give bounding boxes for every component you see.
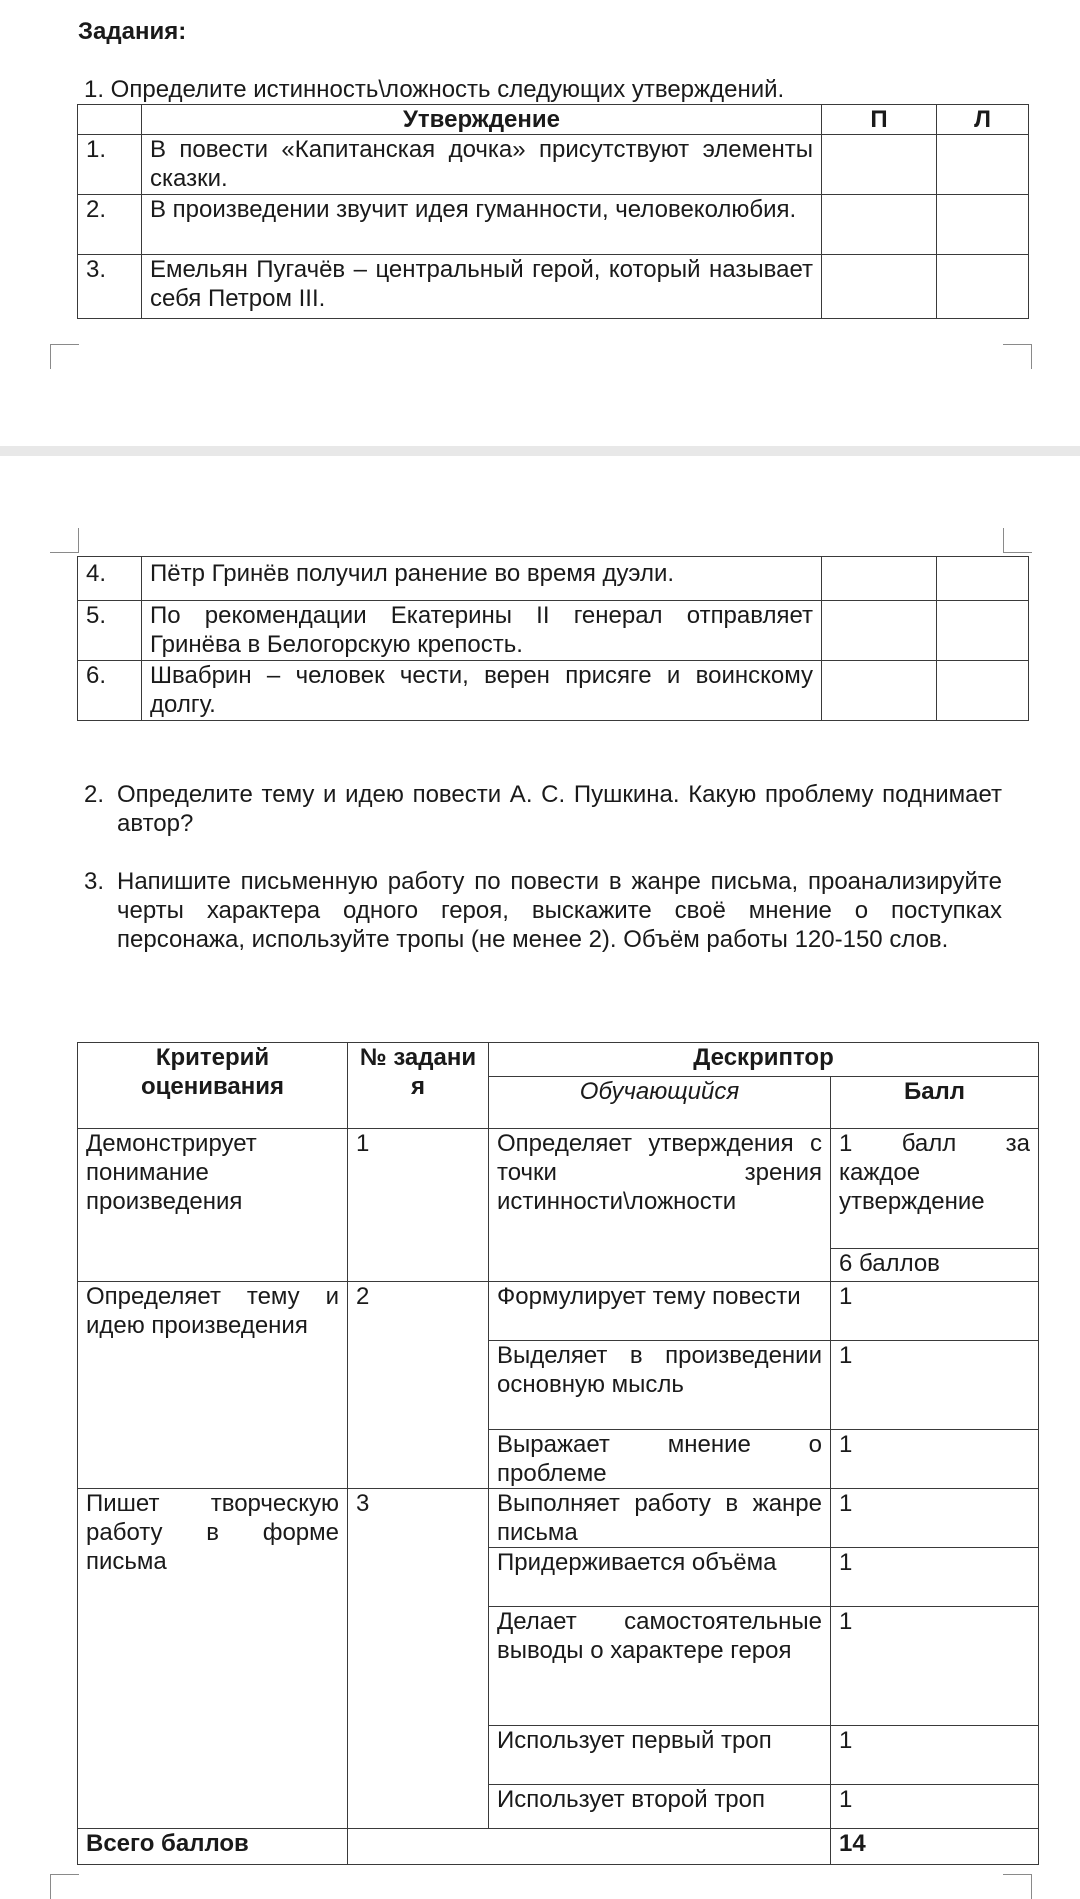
- task3-number: 3.: [84, 868, 105, 895]
- task2-text: Определите тему и идею повести А. С. Пушкина. Какую проблему поднимает автор?: [117, 781, 1002, 837]
- task-number-cell: 3: [348, 1489, 489, 1829]
- margin-mark-left: [50, 1874, 79, 1899]
- table-row: [78, 601, 1029, 661]
- score-cell: 1: [831, 1548, 1039, 1607]
- descriptor-cell: Делает самостоятельные выводы о характере героя: [489, 1607, 831, 1726]
- task-number-cell: 1: [348, 1129, 489, 1282]
- statement-text: По рекомендации Екатерины II генерал отправляет Гринёва в Белогорскую крепость.: [142, 601, 822, 661]
- score-cell: 1: [831, 1726, 1039, 1785]
- score-cell: 1: [831, 1430, 1039, 1489]
- margin-mark-right: [1003, 344, 1032, 369]
- header-score: Балл: [831, 1077, 1039, 1129]
- statement-text: В повести «Капитанская дочка» присутствуют элементы сказки.: [142, 135, 822, 195]
- table-row: [78, 557, 1029, 601]
- task2-number: 2.: [84, 781, 105, 808]
- table-row: [78, 661, 1029, 721]
- statement-text: Пётр Гринёв получил ранение во время дуэли.: [142, 557, 822, 601]
- table-row: [78, 255, 1029, 319]
- true-cell[interactable]: [822, 557, 937, 601]
- task-number-cell: 2: [348, 1282, 489, 1489]
- header-statement: Утверждение: [142, 105, 822, 135]
- header-false: Л: [937, 105, 1029, 135]
- page-gap: [0, 446, 1080, 456]
- criterion-cell: Определяет тему и идею произведения: [78, 1282, 348, 1489]
- descriptor-cell: Определяет утверждения с точки зрения истинности\ложности: [489, 1129, 831, 1282]
- margin-mark-right: [1003, 528, 1032, 553]
- false-cell[interactable]: [937, 255, 1029, 319]
- margin-mark-right: [1003, 1874, 1032, 1899]
- margin-mark-left: [50, 528, 79, 553]
- page-heading: Задания:: [78, 18, 187, 45]
- descriptor-cell: Выполняет работу в жанре письма: [489, 1489, 831, 1548]
- rubric-table: [77, 1042, 1039, 1865]
- false-cell[interactable]: [937, 661, 1029, 721]
- descriptor-cell: Выделяет в произведении основную мысль: [489, 1341, 831, 1430]
- score-cell: 1: [831, 1341, 1039, 1430]
- row-number: 3.: [78, 255, 142, 319]
- descriptor-cell: Использует первый троп: [489, 1726, 831, 1785]
- descriptor-cell: Использует второй троп: [489, 1785, 831, 1829]
- statement-text: Швабрин – человек чести, верен присяге и воинскому долгу.: [142, 661, 822, 721]
- header-learner: Обучающийся: [489, 1077, 831, 1129]
- true-cell[interactable]: [822, 601, 937, 661]
- row-number: 2.: [78, 195, 142, 255]
- true-cell[interactable]: [822, 135, 937, 195]
- score-cell: 1: [831, 1785, 1039, 1829]
- task1-title: 1. Определите истинность\ложность следующих утверждений.: [84, 76, 785, 103]
- criterion-cell: Демонстрирует понимание произведения: [78, 1129, 348, 1282]
- margin-mark-left: [50, 344, 79, 369]
- false-cell[interactable]: [937, 135, 1029, 195]
- true-cell[interactable]: [822, 661, 937, 721]
- task3-text: Напишите письменную работу по повести в жанре письма, проанализируйте черты характера одного героя, выскажите своё мнение о поступках персонажа, используйте тропы (не менее 2). Объём работы 120-150 слов.: [117, 868, 1002, 953]
- true-cell[interactable]: [822, 195, 937, 255]
- table-row: [78, 135, 1029, 195]
- header-true: П: [822, 105, 937, 135]
- table-row: [78, 1489, 1039, 1548]
- total-value: 14: [831, 1829, 1039, 1865]
- false-cell[interactable]: [937, 195, 1029, 255]
- descriptor-cell: Формулирует тему повести: [489, 1282, 831, 1341]
- score-cell: 1: [831, 1607, 1039, 1726]
- header-task-number: № задани я: [348, 1043, 489, 1129]
- row-number: 4.: [78, 557, 142, 601]
- score-cell: 1: [831, 1489, 1039, 1548]
- statement-text: Емельян Пугачёв – центральный герой, который называет себя Петром III.: [142, 255, 822, 319]
- subtotal-cell: 6 баллов: [831, 1249, 1039, 1282]
- descriptor-cell: Выражает мнение о проблеме: [489, 1430, 831, 1489]
- score-cell: 1 балл за каждое утверждение: [831, 1129, 1039, 1249]
- statement-text: В произведении звучит идея гуманности, человеколюбия.: [142, 195, 822, 255]
- page-2: [0, 456, 1080, 1892]
- row-number: 6.: [78, 661, 142, 721]
- header-empty: [78, 105, 142, 135]
- row-number: 5.: [78, 601, 142, 661]
- header-descriptor: Дескриптор: [489, 1043, 1039, 1077]
- true-cell[interactable]: [822, 255, 937, 319]
- page-1: [0, 0, 1080, 446]
- header-criterion: Критерий оценивания: [78, 1043, 348, 1129]
- total-row: [78, 1829, 1039, 1865]
- statements-table-part1: [77, 104, 1029, 319]
- score-cell: 1: [831, 1282, 1039, 1341]
- row-number: 1.: [78, 135, 142, 195]
- table-row: [78, 195, 1029, 255]
- table-row: [78, 1282, 1039, 1341]
- total-label: Всего баллов: [78, 1829, 348, 1865]
- table-row: [78, 1129, 1039, 1249]
- statements-table-part2: [77, 556, 1029, 721]
- descriptor-cell: Придерживается объёма: [489, 1548, 831, 1607]
- false-cell[interactable]: [937, 557, 1029, 601]
- total-empty: [348, 1829, 831, 1865]
- criterion-cell: Пишет творческую работу в форме письма: [78, 1489, 348, 1829]
- false-cell[interactable]: [937, 601, 1029, 661]
